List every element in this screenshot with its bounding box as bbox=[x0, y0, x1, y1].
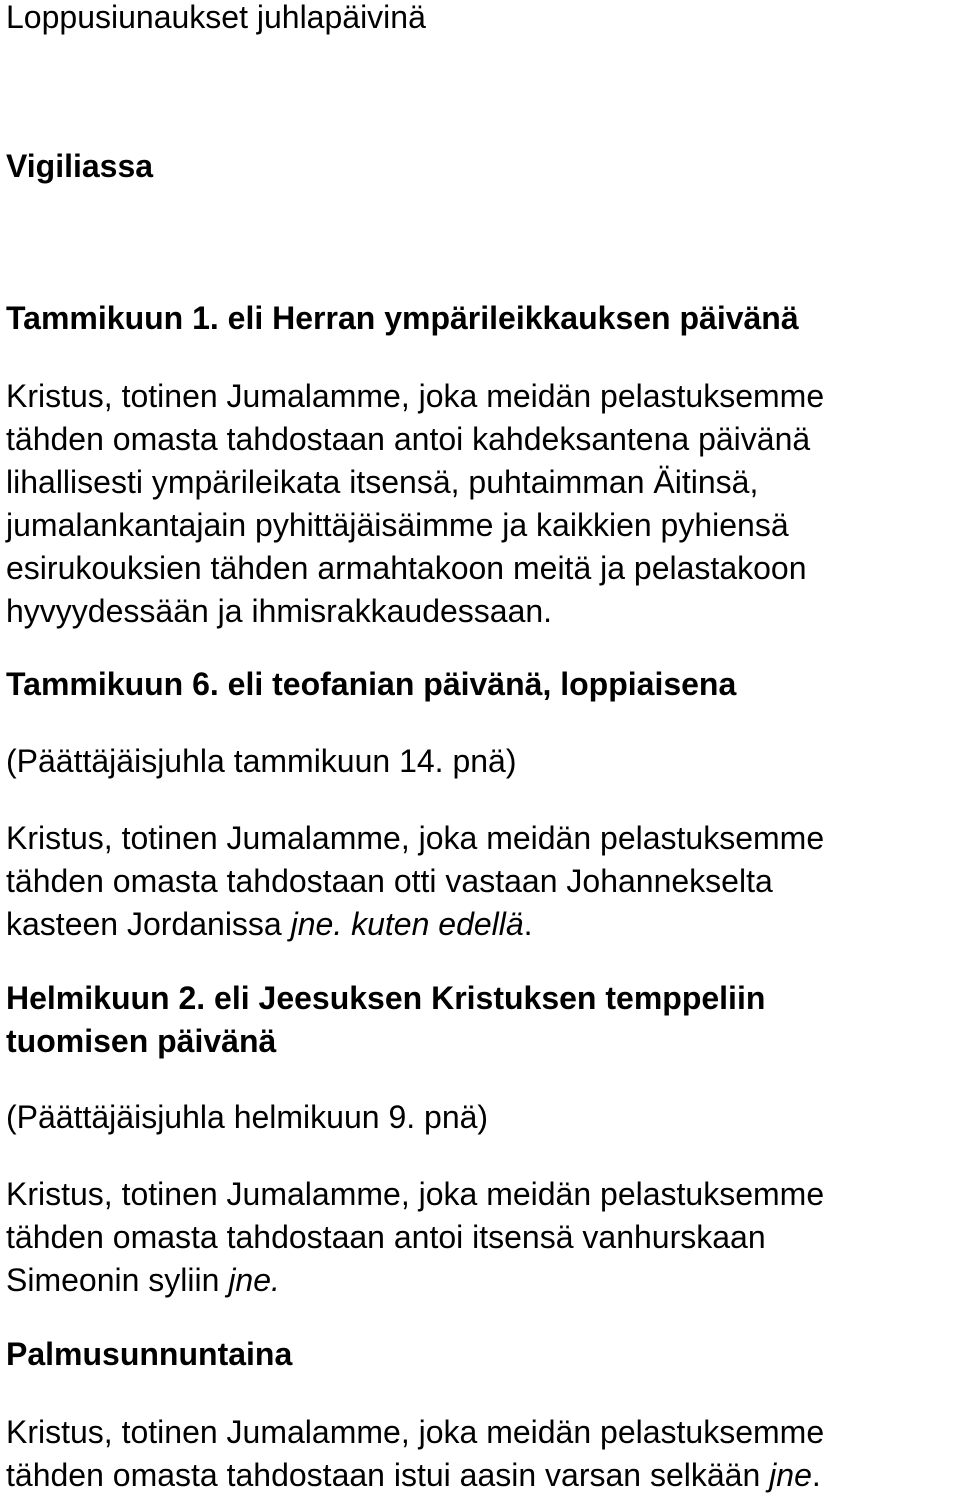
paragraph-line: jumalankantajain pyhittäjäisäimme ja kaikkien pyhiensä bbox=[6, 507, 789, 543]
paragraph-line: tähden omasta tahdostaan antoi kahdeksantena päivänä bbox=[6, 421, 811, 457]
section-heading-jan-1: Tammikuun 1. eli Herran ympärileikkauksen päivänä bbox=[6, 300, 799, 336]
italic-abbreviation: jne bbox=[769, 1457, 812, 1493]
section-heading-jan-6: Tammikuun 6. eli teofanian päivänä, loppiaisena bbox=[6, 666, 737, 702]
paragraph-line: Kristus, totinen Jumalamme, joka meidän pelastuksemme bbox=[6, 1176, 825, 1212]
section-heading-feb-2-cont: tuomisen päivänä bbox=[6, 1023, 277, 1059]
paragraph-line: Kristus, totinen Jumalamme, joka meidän pelastuksemme bbox=[6, 1414, 825, 1450]
vigilia-heading: Vigiliassa bbox=[6, 148, 154, 184]
section-heading-palm-sunday: Palmusunnuntaina bbox=[6, 1336, 293, 1372]
document-title: Loppusiunaukset juhlapäivinä bbox=[6, 0, 426, 35]
afterfeast-note: (Päättäjäisjuhla helmikuun 9. pnä) bbox=[6, 1099, 489, 1135]
line-punctuation: . bbox=[523, 906, 533, 942]
paragraph-line: Kristus, totinen Jumalamme, joka meidän pelastuksemme bbox=[6, 378, 825, 414]
paragraph-line bbox=[6, 1459, 821, 1491]
paragraph-line: tähden omasta tahdostaan otti vastaan Johannekselta bbox=[6, 863, 773, 899]
paragraph-line: Kristus, totinen Jumalamme, joka meidän pelastuksemme bbox=[6, 820, 825, 856]
line-text: Simeonin syliin bbox=[6, 1262, 229, 1298]
paragraph-line: hyvyydessään ja ihmisrakkaudessaan. bbox=[6, 593, 553, 629]
line-text: tähden omasta tahdostaan istui aasin varsan selkään bbox=[6, 1457, 770, 1493]
afterfeast-note: (Päättäjäisjuhla tammikuun 14. pnä) bbox=[6, 743, 517, 779]
paragraph-line: lihallisesti ympärileikata itsensä, puhtaimman Äitinsä, bbox=[6, 464, 759, 500]
italic-abbreviation: jne. bbox=[228, 1262, 280, 1298]
paragraph-line: tähden omasta tahdostaan antoi itsensä vanhurskaan bbox=[6, 1219, 766, 1255]
line-text: kasteen Jordanissa bbox=[6, 906, 291, 942]
paragraph-line bbox=[6, 1264, 280, 1296]
paragraph-line: esirukouksien tähden armahtakoon meitä ja pelastakoon bbox=[6, 550, 807, 586]
section-heading-feb-2: Helmikuun 2. eli Jeesuksen Kristuksen temppeliin bbox=[6, 980, 766, 1016]
italic-abbreviation: jne. kuten edellä bbox=[290, 906, 524, 942]
line-punctuation: . bbox=[811, 1457, 821, 1493]
paragraph-line bbox=[6, 908, 533, 940]
